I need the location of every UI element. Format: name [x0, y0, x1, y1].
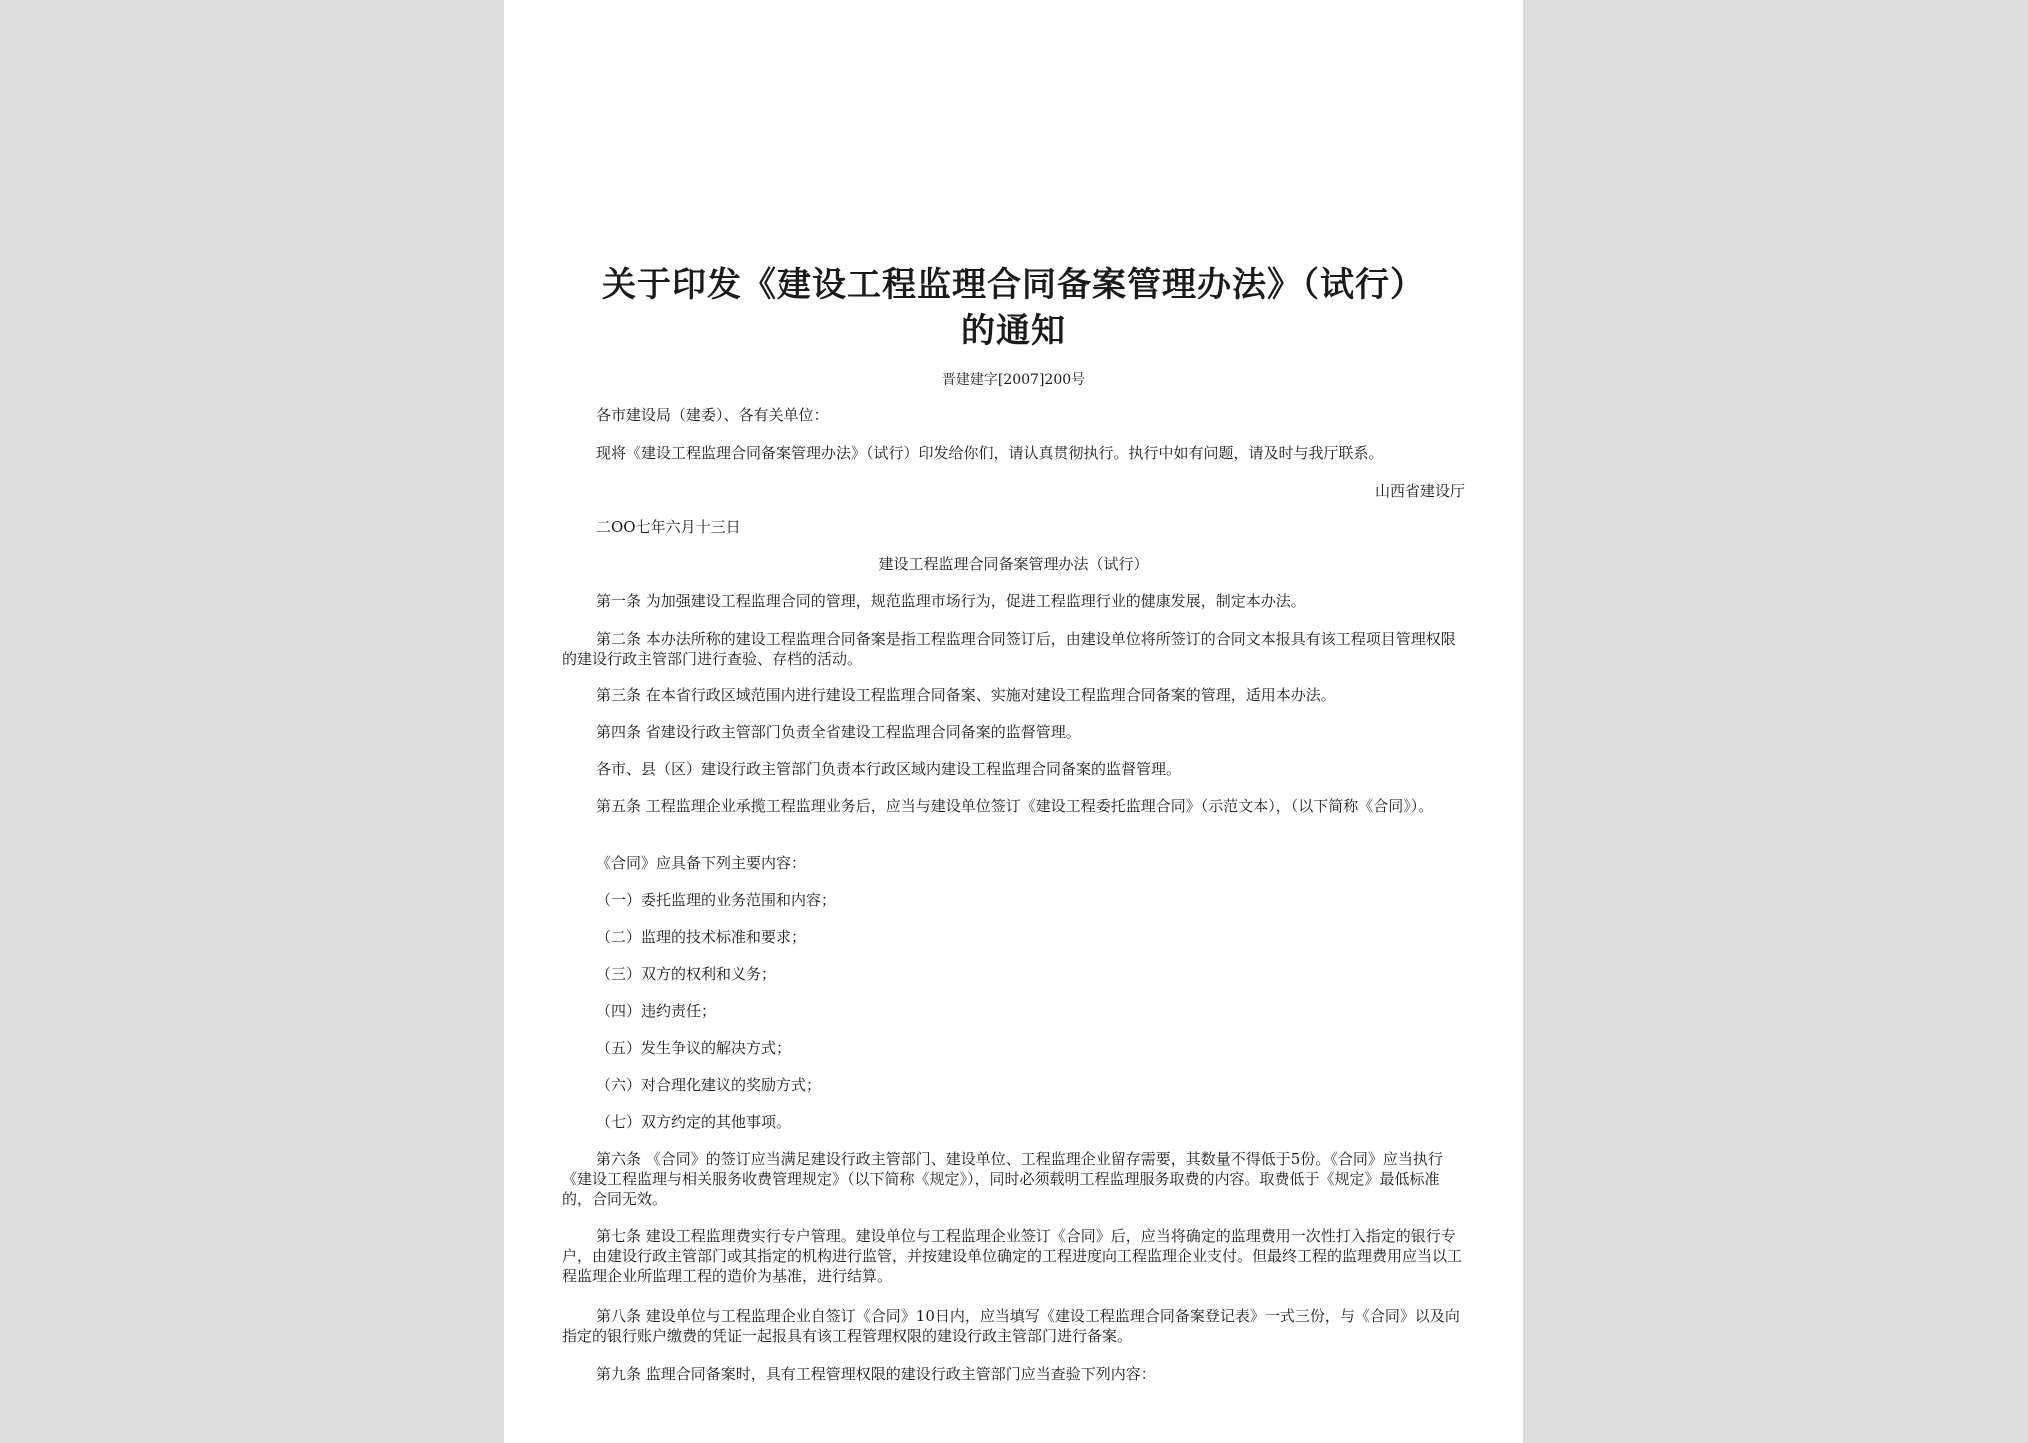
article-8: 第八条 建设单位与工程监理企业自签订《合同》10日内，应当填写《建设工程监理合同备案登记表》一式三份，与《合同》以及向指定的银行账户缴费的凭证一起报具有该工程管理权限的建设行政主管部门进行备案。: [562, 1307, 1460, 1345]
article-9: 第九条 监理合同备案时，具有工程管理权限的建设行政主管部门应当查验下列内容：: [596, 1365, 1156, 1383]
list-item-7: （七）双方约定的其他事项。: [596, 1113, 792, 1131]
article-2: 第二条 本办法所称的建设工程监理合同备案是指工程监理合同签订后，由建设单位将所签订的合同文本报具有该工程项目管理权限的建设行政主管部门进行查验、存档的活动。: [562, 630, 1456, 668]
list-item-1: （一）委托监理的业务范围和内容；: [596, 891, 837, 909]
salutation: 各市建设局（建委）、各有关单位：: [596, 406, 829, 424]
list-item-3: （三）双方的权利和义务；: [596, 965, 777, 983]
article-4-para-2: 各市、县（区）建设行政主管部门负责本行政区域内建设工程监理合同备案的监督管理。: [596, 760, 1182, 778]
article-3: 第三条 在本省行政区域范围内进行建设工程监理合同备案、实施对建设工程监理合同备案的管理，适用本办法。: [596, 686, 1336, 704]
article-1: 第一条 为加强建设工程监理合同的管理，规范监理市场行为，促进工程监理行业的健康发展，制定本办法。: [596, 592, 1306, 610]
article-6: 第六条 《合同》的签订应当满足建设行政主管部门、建设单位、工程监理企业留存需要，其数量不得低于5份。《合同》应当执行《建设工程监理与相关服务收费管理规定》（以下简称《规定》），同时必须载明工程监理服务取费的内容。取费低于《规定》最低标准的，合同无效。: [562, 1150, 1443, 1208]
list-item-6: （六）对合理化建议的奖励方式；: [596, 1076, 822, 1094]
list-item-2: （二）监理的技术标准和要求；: [596, 928, 807, 946]
issuer: 山西省建设厅: [1374, 482, 1465, 500]
article-5: 第五条 工程监理企业承揽工程监理业务后，应当与建设单位签订《建设工程委托监理合同》（示范文本），（以下简称《合同》）。: [596, 797, 1434, 815]
title-line-2: 的通知: [961, 311, 1066, 351]
title-line-1: 关于印发《建设工程监理合同备案管理办法》（试行）: [602, 265, 1425, 305]
intro-paragraph: 现将《建设工程监理合同备案管理办法》（试行）印发给你们，请认真贯彻执行。执行中如有问题，请及时与我厅联系。: [596, 444, 1384, 462]
document-title: [504, 262, 1523, 354]
document-page: [504, 0, 1523, 1443]
article-7: 第七条 建设工程监理费实行专户管理。建设单位与工程监理企业签订《合同》后，应当将确定的监理费用一次性打入指定的银行专户，由建设行政主管部门或其指定的机构进行监管，并按建设单位确定的工程进度向工程监理企业支付。但最终工程的监理费用应当以工程监理企业所监理工程的造价为基准，进行结算。: [562, 1227, 1463, 1285]
document-number: 晋建建字[2007]200号: [941, 372, 1086, 388]
list-item-4: （四）违约责任；: [596, 1002, 717, 1020]
regulation-title: 建设工程监理合同备案管理办法（试行）: [878, 555, 1149, 573]
list-item-5: （五）发生争议的解决方式；: [596, 1039, 792, 1057]
issue-date: 二OO七年六月十三日: [596, 518, 741, 536]
article-4: 第四条 省建设行政主管部门负责全省建设工程监理合同备案的监督管理。: [596, 723, 1081, 741]
contract-contents-intro: 《合同》应具备下列主要内容：: [596, 854, 807, 872]
